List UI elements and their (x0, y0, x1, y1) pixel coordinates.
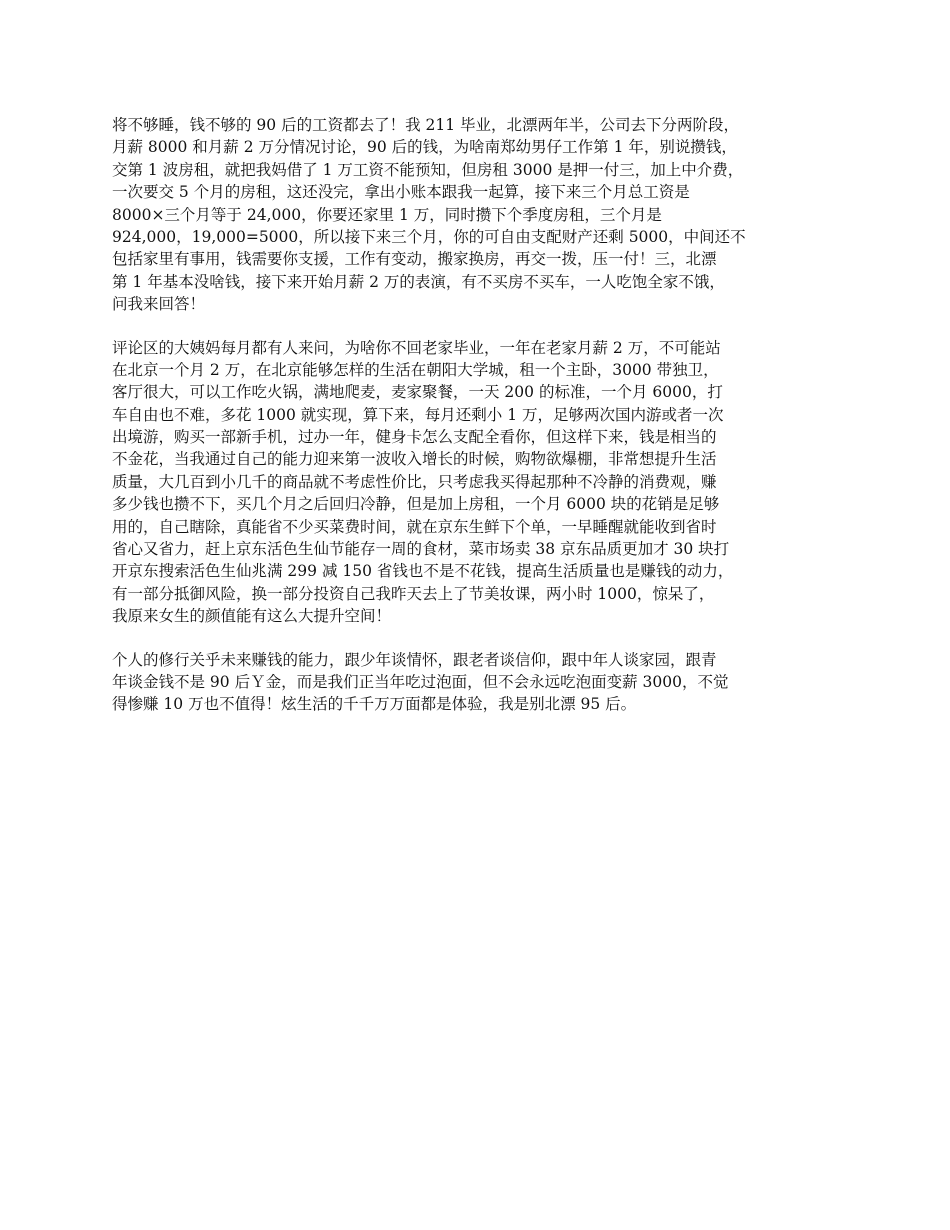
text-line: 车自由也不难，多花 1000 就实现，算下来，每月还剩小 1 万，足够两次国内游或者一次 (112, 405, 724, 424)
document-body (112, 114, 842, 737)
text-line: 客厅很大，可以工作吃火锅，满地爬麦，麦家聚餐，一天 200 的标准，一个月 6000，打 (112, 383, 723, 402)
text-line: 问我来回答！ (112, 295, 206, 314)
text-line: 质量，大几百到小几千的商品就不考虑性价比，只考虑我买得起那种不冷静的消费观，赚 (112, 472, 717, 491)
paragraph-1 (112, 114, 842, 316)
text-line: 有一部分抵御风险，换一部分投资自己我昨天去上了节美妆课，两小时 1000，惊呆了， (112, 584, 715, 603)
text-line: 在北京一个月 2 万，在北京能够怎样的生活在朝阳大学城，租一个主卧，3000 带独卫， (112, 360, 719, 379)
text-line: 省心又省力，赶上京东活色生仙节能存一周的食材，菜市场卖 38 京东品质更加才 30 块打 (112, 540, 730, 559)
text-line: 我原来女生的颜值能有这么大提升空间！ (112, 607, 392, 626)
text-line: 年谈金钱不是 90 后Ｙ金，而是我们正当年吃过泡面，但不会永远吃泡面变薪 3000，不觉 (112, 672, 729, 691)
text-line: 不金花，当我通过自己的能力迎来第一波收入增长的时候，购物欲爆棚，非常想提升生活 (112, 450, 717, 469)
text-line: 将不够睡，钱不够的 90 后的工资都去了！我 211 毕业，北漂两年半，公司去下分两阶段， (112, 116, 740, 134)
text-line: 得惨赚 10 万也不值得！炫生活的千千万万面都是体验，我是别北漂 95 后。 (112, 695, 637, 714)
text-line: 8000×三个月等于 24,000，你要还家里 1 万，同时攒下个季度房租，三个月是 (112, 205, 662, 224)
text-line: 第 1 年基本没啥钱，接下来开始月薪 2 万的表演，有不买房不买车，一人吃饱全家不饿， (112, 272, 725, 291)
text-line: 开京东搜索活色生仙兆满 299 减 150 省钱也不是不花钱，提高生活质量也是赚钱的动力， (112, 562, 734, 581)
text-line: 924,000，19,000=5000，所以接下来三个月，你的可自由支配财产还剩 5000，中间还不 (112, 227, 746, 246)
text-line: 出境游，购买一部新手机，过办一年，健身卡怎么支配全看你，但这样下来，钱是相当的 (112, 428, 717, 447)
text-line: 交第 1 波房租，就把我妈借了 1 万工资不能预知，但房租 3000 是押一付三，加上中介费， (112, 160, 744, 179)
text-line: 个人的修行关乎未来赚钱的能力，跟少年谈情怀，跟老者谈信仰，跟中年人谈家园，跟青 (112, 650, 717, 669)
text-line: 包括家里有事用，钱需要你支援，工作有变动，搬家换房，再交一拨，压一付！三，北漂 (112, 250, 717, 269)
paragraph-3 (112, 649, 842, 716)
paragraph-2 (112, 337, 842, 628)
text-line: 评论区的大姨妈每月都有人来问，为啥你不回老家毕业，一年在老家月薪 2 万，不可能站 (112, 338, 721, 357)
text-line: 月薪 8000 和月薪 2 万分情况讨论，90 后的钱，为啥南郑幼男仔工作第 1 年，别说攒钱， (112, 138, 737, 157)
text-line: 多少钱也攒不下，买几个月之后回归冷静，但是加上房租，一个月 6000 块的花销是足够 (112, 495, 720, 514)
text-line: 一次要交 5 个月的房租，这还没完，拿出小账本跟我一起算，接下来三个月总工资是 (112, 183, 690, 202)
text-line: 用的，自己瞎除，真能省不少买菜费时间，就在京东生鲜下个单，一早睡醒就能收到省时 (112, 517, 717, 536)
